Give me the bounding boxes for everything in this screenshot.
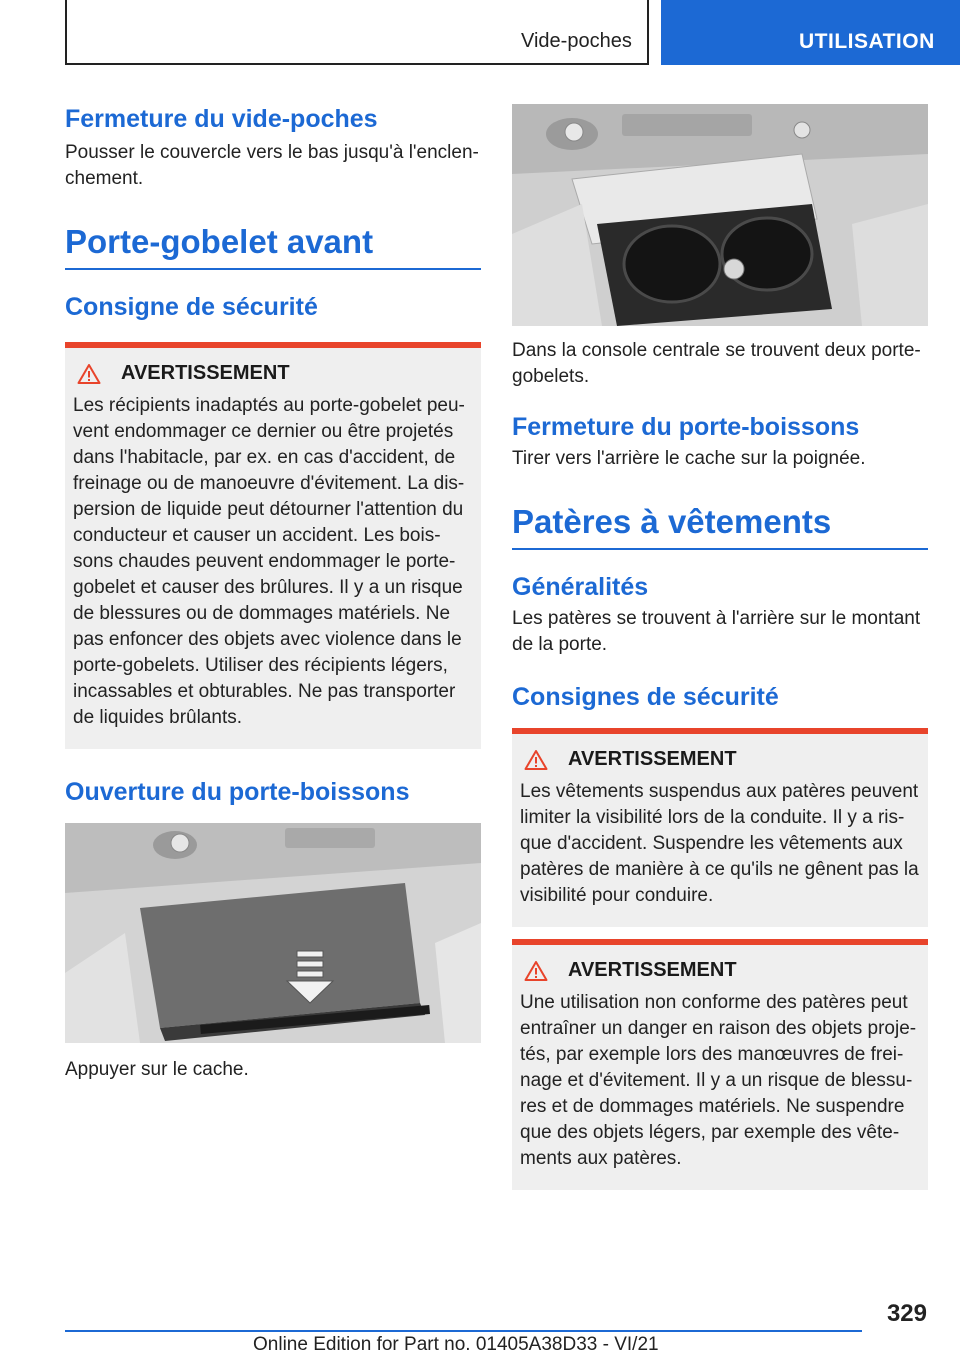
warning-title-row (520, 959, 920, 982)
right-column (512, 104, 928, 1190)
warning-title-row (520, 748, 920, 771)
warning-title: AVERTISSEMENT (568, 748, 737, 770)
edition-text: Online Edition for Part no. 01405A38D33 - VI/21 (253, 1334, 659, 1355)
warning-title-row (73, 362, 473, 385)
general-text: Les patères se trouvent à l'arrière sur le montant de la porte. (512, 608, 921, 655)
left-column (65, 104, 481, 1083)
general-heading: Généralités (512, 573, 649, 601)
cupholder-warning-box (65, 342, 481, 749)
hooks-warning-box-2 (512, 939, 928, 1190)
warning-triangle-icon (524, 960, 548, 982)
closing-storage-heading: Fermeture du vide-poches (65, 105, 378, 133)
warning-title: AVERTISSEMENT (568, 959, 737, 981)
closing-storage-text: Pousser le couvercle vers le bas jusqu'à l'enclen-chement. (65, 142, 479, 189)
chapter-tab[interactable]: UTILISATION (661, 0, 960, 65)
hooks-safety-heading: Consignes de sécurité (512, 683, 779, 711)
coat-hooks-title: Patères à vêtements (512, 502, 928, 550)
cupholder-safety-heading: Consigne de sécurité (65, 293, 318, 321)
hooks-warning-box-1 (512, 728, 928, 927)
cupholder-title: Porte-gobelet avant (65, 222, 481, 270)
warning-title: AVERTISSEMENT (121, 362, 290, 384)
page-number: 329 (886, 1300, 927, 1327)
cover-press-photo (65, 823, 481, 1043)
opening-cupholder-heading: Ouverture du porte-boissons (65, 778, 410, 806)
warning-text: Les vêtements suspendus aux patères peuvent limiter la visibilité lors de la conduite. Il y a ris-que d'accident. Suspendre les vêtements aux patères de manière à ce qu'ils ne gênent pas la visibilité pour conduire. (520, 781, 919, 906)
closing-cupholder-heading: Fermeture du porte-boissons (512, 413, 860, 441)
cupholders-photo (512, 104, 928, 326)
cupholders-caption: Dans la console centrale se trouvent deux porte-gobelets. (512, 340, 921, 387)
warning-triangle-icon (77, 363, 101, 385)
warning-triangle-icon (524, 749, 548, 771)
warning-text: Une utilisation non conforme des patères peut entraîner un danger en raison des objets proje-tés, par exemple lors des manœuvres de frei-nage et d'évitement. Il y a un risque de blessu-res et de dommages matériels. Ne suspendre que des objets légers, par exemple des vête-ments aux patères. (520, 992, 917, 1169)
closing-cupholder-text: Tirer vers l'arrière le cache sur la poignée. (512, 448, 866, 469)
cover-press-caption: Appuyer sur le cache. (65, 1059, 249, 1080)
warning-text: Les récipients inadaptés au porte-gobelet peu-vent endommager ce dernier ou être projetés dans l'habitacle, par ex. en cas d'accident, de freinage ou de manoeuvre d'évitement. La dis-persion de liquide peut détourner l'attention du conducteur et causer un accident. Les bois-sons chaudes peuvent endommager le porte-gobelet et causer des brûlures. Il y a un risque de blessures ou de dommages matériels. Ne pas enfoncer des objets avec violence dans le porte-gobelets. Utiliser des récipients légers, incassables et obturables. Ne pas transporter de liquides brûlants. (73, 395, 465, 728)
footer-rule (65, 1330, 862, 1332)
section-title: Vide-poches (521, 30, 632, 52)
